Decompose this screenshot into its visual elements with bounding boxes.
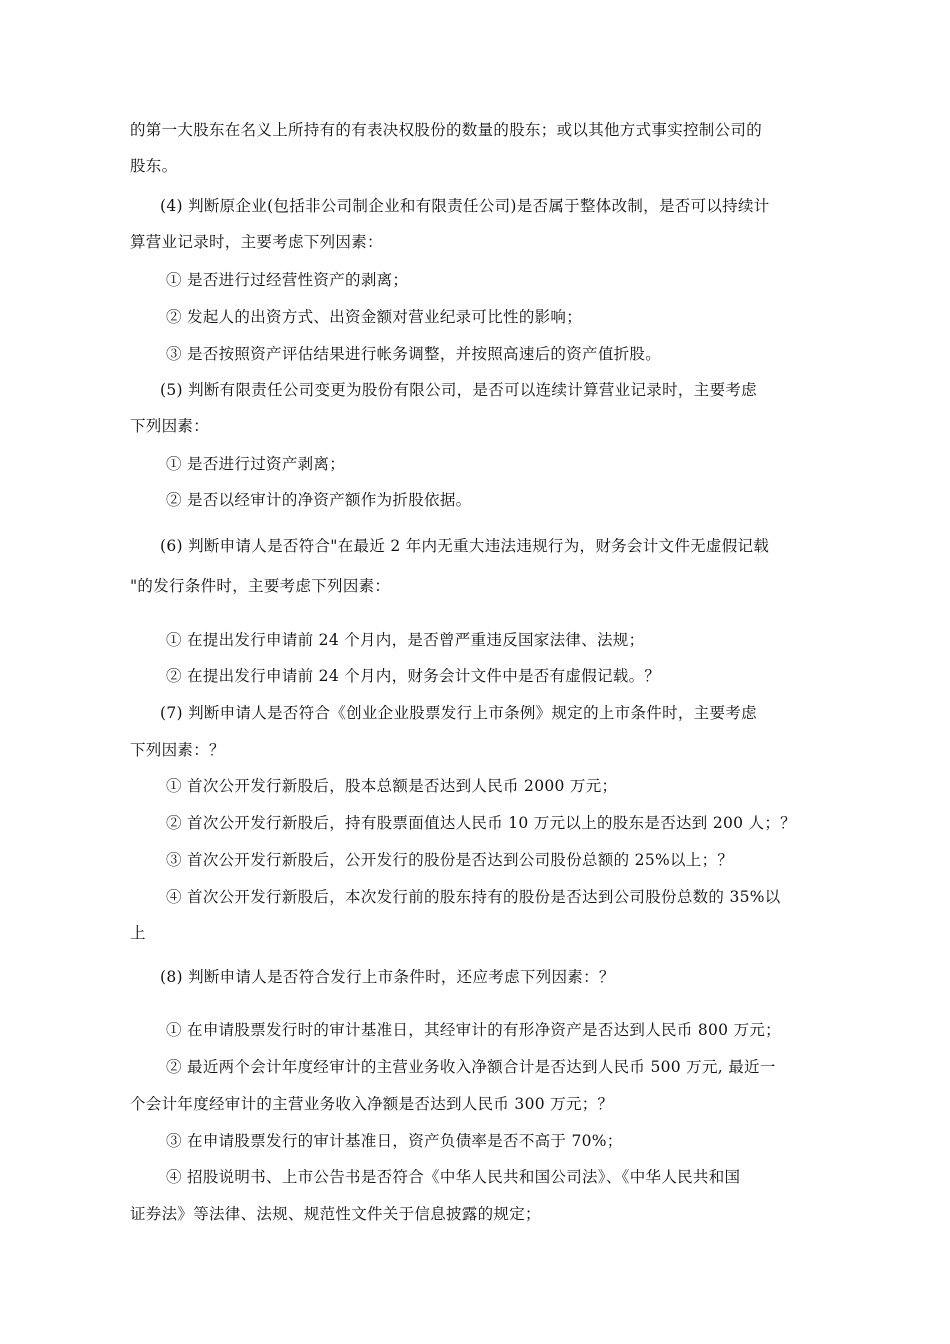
list-item: ④ 首次公开发行新股后，本次发行前的股东持有的股份是否达到公司股份总数的 35%以: [166, 888, 781, 906]
list-item: ③ 首次公开发行新股后，公开发行的股份是否达到公司股份总额的 25%以上；？: [166, 851, 734, 869]
text-line: 下列因素：？: [130, 741, 225, 759]
text-line: 个会计年度经审计的主营业务收入净额是否达到人民币 300 万元；？: [130, 1095, 614, 1113]
text-line: 算营业记录时，主要考虑下列因素：: [130, 233, 383, 251]
list-item: ② 在提出发行申请前 24 个月内，财务会计文件中是否有虚假记载。？: [166, 667, 661, 685]
list-item: ③ 是否按照资产评估结果进行帐务调整，并按照高速后的资产值折股。: [166, 345, 662, 363]
paragraph-5-heading: (5) 判断有限责任公司变更为股份有限公司，是否可以连续计算营业记录时，主要考虑: [160, 381, 757, 399]
paragraph-6-heading: (6) 判断申请人是否符合"在最近 2 年内无重大违法违规行为，财务会计文件无虚假记载: [160, 537, 770, 555]
list-item: ① 在申请股票发行时的审计基准日，其经审计的有形净资产是否达到人民币 800 万元；: [166, 1021, 781, 1039]
text-line: 上: [130, 924, 146, 942]
text-line: 的第一大股东在名义上所持有的有表决权股份的数量的股东；或以其他方式事实控制公司的: [130, 121, 763, 139]
list-item: ③ 在申请股票发行的审计基准日，资产负债率是否不高于 70%；: [166, 1132, 623, 1150]
paragraph-7-heading: (7) 判断申请人是否符合《创业企业股票发行上市条例》规定的上市条件时，主要考虑: [160, 704, 757, 722]
text-line: 证券法》等法律、法规、规范性文件关于信息披露的规定；: [130, 1205, 541, 1223]
list-item: ② 首次公开发行新股后，持有股票面值达人民币 10 万元以上的股东是否达到 200 人；？: [166, 814, 796, 832]
list-item: ④ 招股说明书、上市公告书是否符合《中华人民共和国公司法》、《中华人民共和国: [166, 1168, 741, 1186]
list-item: ① 是否进行过经营性资产的剥离；: [166, 271, 409, 289]
paragraph-4-heading: (4) 判断原企业(包括非公司制企业和有限责任公司)是否属于整体改制，是否可以持续计: [160, 197, 770, 215]
list-item: ② 最近两个会计年度经审计的主营业务收入净额合计是否达到人民币 500 万元, 最近一: [166, 1058, 776, 1076]
list-item: ① 首次公开发行新股后，股本总额是否达到人民币 2000 万元；: [166, 777, 618, 795]
list-item: ① 是否进行过资产剥离；: [166, 455, 346, 473]
text-line: "的发行条件时，主要考虑下列因素：: [130, 577, 391, 595]
text-line: 股东。: [130, 157, 178, 175]
list-item: ② 是否以经审计的净资产额作为折股依据。: [166, 491, 472, 509]
text-line: 下列因素：: [130, 417, 210, 435]
paragraph-8-heading: (8) 判断申请人是否符合发行上市条件时，还应考虑下列因素：？: [160, 968, 615, 986]
list-item: ① 在提出发行申请前 24 个月内，是否曾严重违反国家法律、法规；: [166, 631, 645, 649]
list-item: ② 发起人的出资方式、出资金额对营业纪录可比性的影响；: [166, 308, 583, 326]
